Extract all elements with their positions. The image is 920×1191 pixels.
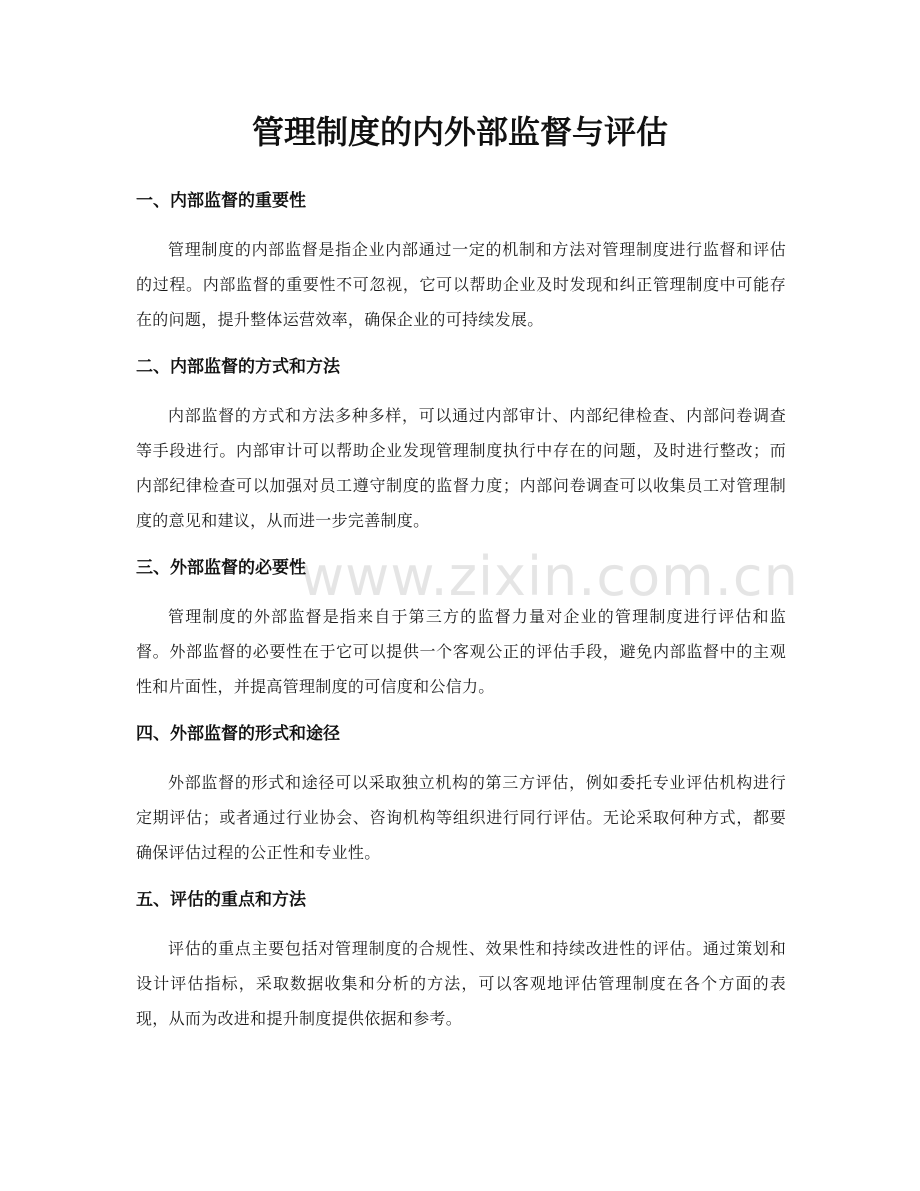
section-heading: 四、外部监督的形式和途径: [136, 724, 340, 744]
section-5: [136, 883, 786, 1036]
section-heading: 二、内部监督的方式和方法: [136, 357, 340, 377]
section-paragraph: 管理制度的内部监督是指企业内部通过一定的机制和方法对管理制度进行监督和评估的过程。内部监督的重要性不可忽视，它可以帮助企业及时发现和纠正管理制度中可能存在的问题，提升整体运营效率，确保企业的可持续发展。: [136, 240, 786, 329]
section-paragraph: 外部监督的形式和途径可以采取独立机构的第三方评估，例如委托专业评估机构进行定期评估；或者通过行业协会、咨询机构等组织进行同行评估。无论采取何种方式，都要确保评估过程的公正性和专业性。: [136, 773, 786, 862]
section-heading: 一、内部监督的重要性: [136, 191, 306, 211]
section-paragraph: 评估的重点主要包括对管理制度的合规性、效果性和持续改进性的评估。通过策划和设计评估指标，采取数据收集和分析的方法，可以客观地评估管理制度在各个方面的表现，从而为改进和提升制度提供依据和参考。: [136, 939, 786, 1028]
document-body: [136, 184, 786, 1049]
section-3: [136, 551, 786, 704]
section-4: [136, 717, 786, 870]
section-1: [136, 184, 786, 337]
page-title: 管理制度的内外部监督与评估: [251, 113, 668, 151]
section-2: [136, 350, 786, 538]
section-heading: 五、评估的重点和方法: [136, 890, 306, 910]
section-heading: 三、外部监督的必要性: [136, 558, 306, 578]
section-paragraph: 内部监督的方式和方法多种多样，可以通过内部审计、内部纪律检查、内部问卷调查等手段进行。内部审计可以帮助企业发现管理制度执行中存在的问题，及时进行整改；而内部纪律检查可以加强对员工遵守制度的监督力度；内部问卷调查可以收集员工对管理制度的意见和建议，从而进一步完善制度。: [136, 406, 786, 530]
watermark: www.zixin.com.cn: [300, 545, 799, 608]
section-paragraph: 管理制度的外部监督是指来自于第三方的监督力量对企业的管理制度进行评估和监督。外部监督的必要性在于它可以提供一个客观公正的评估手段，避免内部监督中的主观性和片面性，并提高管理制度的可信度和公信力。: [136, 607, 786, 696]
